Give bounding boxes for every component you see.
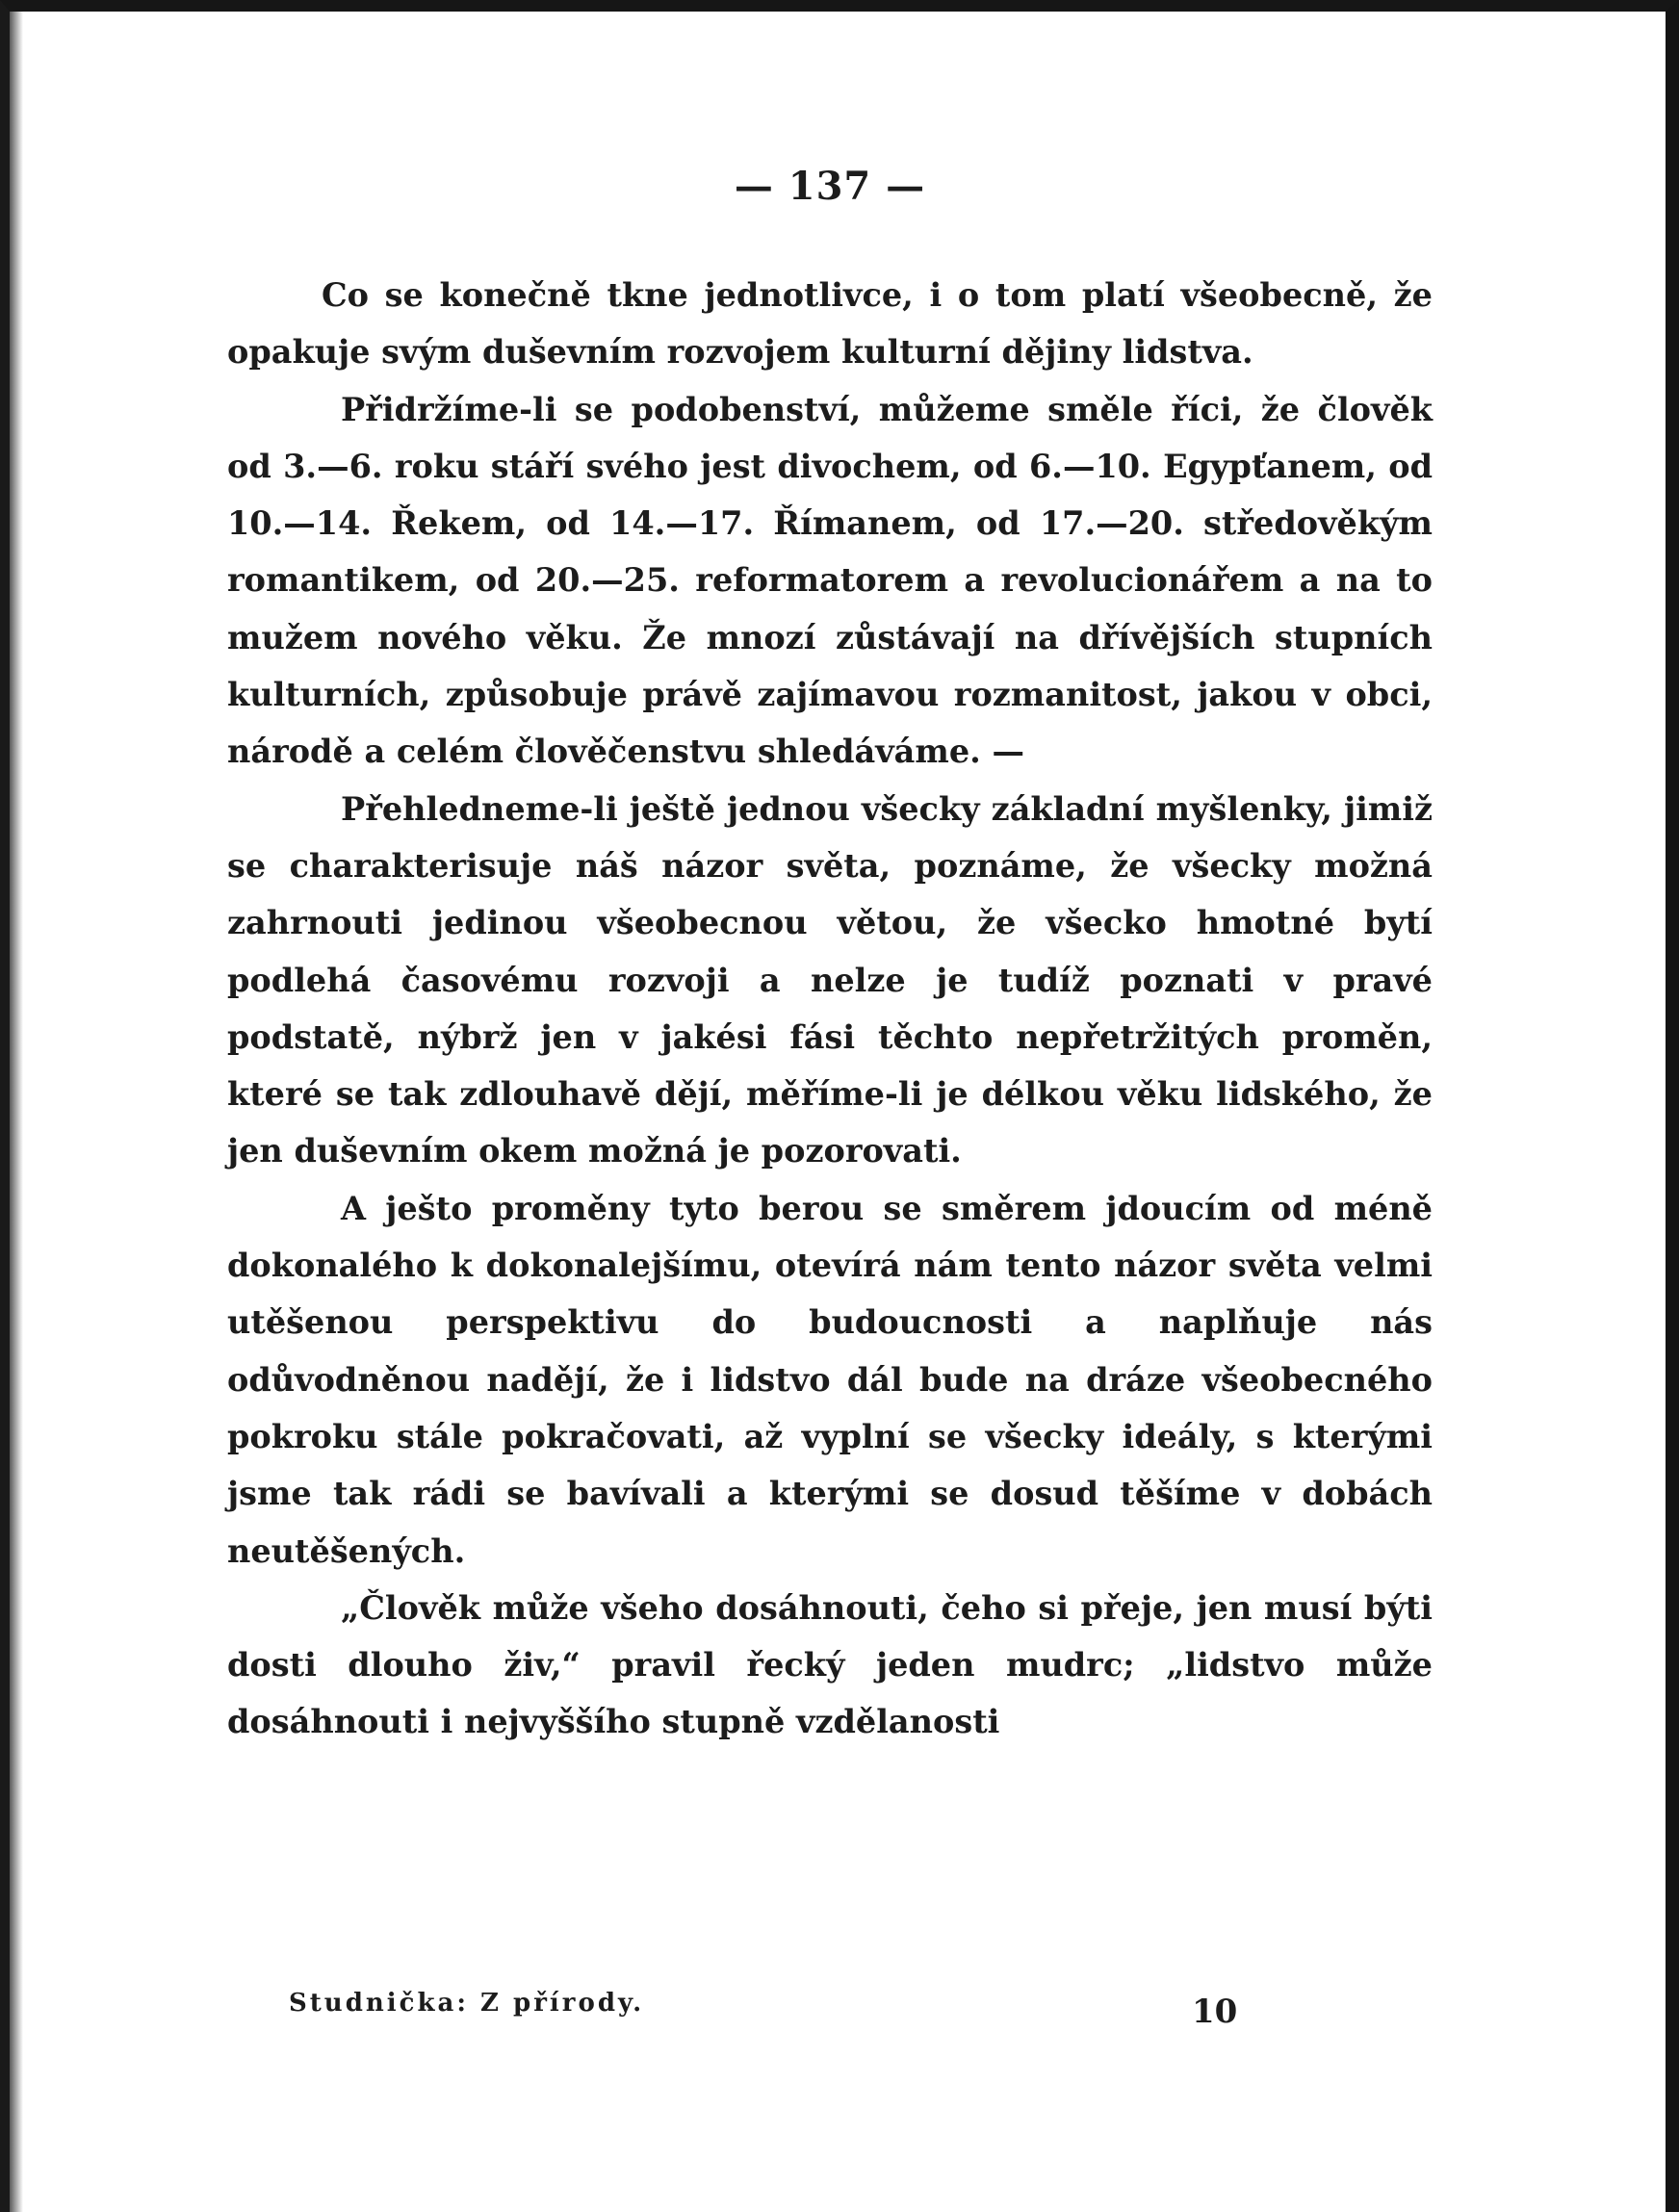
paragraph-4: A ješto proměny tyto berou se směrem jdoucím od méně dokonalého k dokonalejšímu, otevírá nám tento názor světa velmi utěšenou perspektivu do budoucnosti a naplňuje nás odůvodněnou nadějí, že i lidstvo dál bude na dráze všeobecného pokroku stále pokračovati, až vyplní se všecky ideály, s kterými jsme tak rádi se bavívali a kterými se dosud těšíme v dobách neutěšených. xyxy=(227,1189,1433,1570)
sheet-number: 10 xyxy=(1192,1993,1238,2031)
page-number: — 137 — xyxy=(734,164,926,209)
book-page xyxy=(227,164,1433,1751)
footer-signature: Studnička: Z přírody. xyxy=(289,1989,645,2018)
paragraph-1: Co se konečně tkne jednotlivce, i o tom platí všeobecně, že opakuje svým duševním rozvojem kulturní dějiny lidstva. xyxy=(227,276,1433,372)
paragraph-5: „Člověk může všeho dosáhnouti, čeho si přeje, jen musí býti dosti dlouho živ,“ pravil řecký jeden mudrc; „lidstvo může dosáhnouti i nejvyššího stupně vzdělanosti xyxy=(227,1588,1433,1741)
binding-shadow xyxy=(10,12,23,2212)
paragraph-2: Přidržíme-li se podobenství, můžeme směle říci, že člověk od 3.—6. roku stáří svého jest divochem, od 6.—10. Egypťanem, od 10.—14. Řekem, od 14.—17. Římanem, od 17.—20. středověkým romantikem, od 20.—25. reformatorem a revolucionářem a na to mužem nového věku. Že mnozí zůstávají na dřívějších stupních kulturních, způsobuje právě zajímavou rozmanitost, jakou v obci, národě a celém člověčenstvu shledáváme. — xyxy=(227,390,1433,771)
paragraph-3: Přehledneme-li ještě jednou všecky základní myšlenky, jimiž se charakterisuje náš názor světa, poznáme, že všecky možná zahrnouti jedinou všeobecnou větou, že všecko hmotné bytí podlehá časovému rozvoji a nelze je tudíž poznati v pravé podstatě, nýbrž jen v jakési fási těchto nepřetržitých proměn, které se tak zdlouhavě dějí, měříme-li je délkou věku lidského, že jen duševním okem možná je pozorovati. xyxy=(227,789,1433,1170)
page-footer xyxy=(289,1981,1252,2029)
